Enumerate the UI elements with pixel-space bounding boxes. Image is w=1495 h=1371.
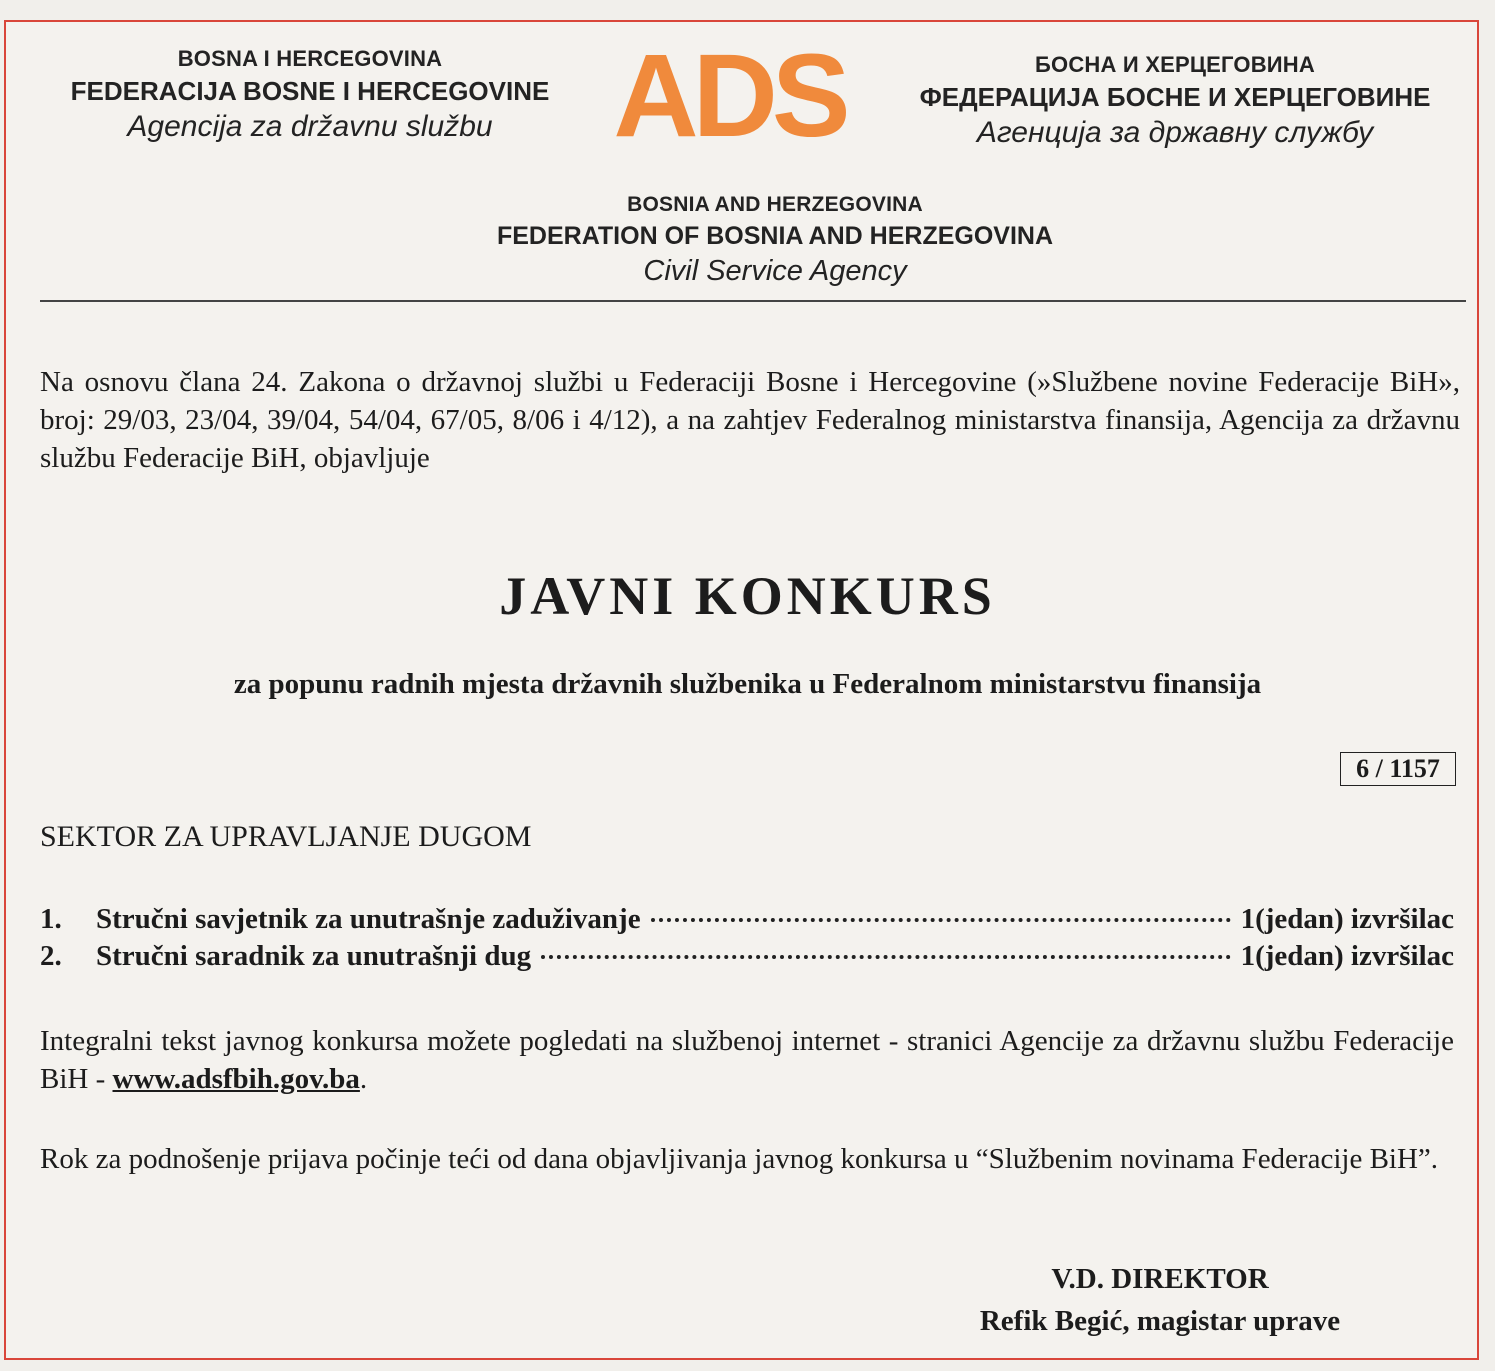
header-right-line3: Агенција за државну службу [976,116,1374,149]
position-label: Stručni saradnik za unutrašnji dug [96,940,532,972]
dot-leader [651,918,1231,922]
header-left-line2: FEDERACIJA BOSNE I HERCEGOVINE [70,76,550,106]
paragraph-text: Integralni tekst javnog konkursa možete pogledati na službenoj internet - stranici Agencije za državnu službu Federacije BiH - [40,1025,1454,1095]
signature-title: V.D. DIREKTOR [1051,1263,1269,1295]
header-left-line1: BOSNA I HERCEGOVINA [177,46,443,71]
position-number: 2. [40,940,62,972]
header-left [30,44,590,146]
sector-heading: SEKTOR ZA UPRAVLJANJE DUGOM [40,820,532,853]
position-count: 1(jedan) izvršilac [1240,940,1454,972]
signature-block [900,1258,1420,1342]
header-center-line1: BOSNIA AND HERZEGOVINA [627,193,923,216]
header-right [880,50,1470,152]
position-number: 1. [40,903,62,935]
header-center-line3: Civil Service Agency [643,255,907,287]
header-left-line3: Agencija za državnu službu [127,110,493,143]
logo-text: ADS [613,40,845,150]
ads-logo-icon [604,40,854,150]
paragraph-end: . [359,1063,368,1095]
agency-website-link[interactable]: www.adsfbih.gov.ba [112,1063,360,1095]
header-right-line1: БОСНА И ХЕРЦЕГОВИНА [1035,52,1315,77]
header-right-line2: ФЕДЕРАЦИЈА БОСНЕ И ХЕРЦЕГОВИНЕ [919,82,1431,112]
document-title: JAVNI KONKURS [499,566,996,626]
position-item [40,940,1454,973]
position-count: 1(jedan) izvršilac [1240,903,1454,935]
integral-text-paragraph [40,1022,1454,1098]
position-item [40,903,1454,936]
deadline-paragraph: Rok za podnošenje prijava počinje teći od dana objavljivanja javnog konkursa u “Službenim novinama Federacije BiH”. [40,1143,1439,1175]
intro-paragraph: Na osnovu člana 24. Zakona o državnoj službi u Federaciji Bosne i Hercegovine (»Službene novine Federacije BiH», broj: 29/03, 23/04, 39/04, 54/04, 67/05, 8/06 i 4/12), a na zahtjev Federalnog ministarstva finansija, Agencija za državnu službu Federacije BiH, objavljuje [40,366,1460,474]
header-center [420,190,1130,290]
dot-leader [541,955,1230,959]
reference-number-badge: 6 / 1157 [1340,752,1456,786]
position-label: Stručni savjetnik za unutrašnje zaduživanje [96,903,641,935]
header-divider [40,300,1466,302]
document-subtitle: za popunu radnih mjesta državnih službenika u Federalnom ministarstvu finansija [233,668,1262,700]
header-center-line2: FEDERATION OF BOSNIA AND HERZEGOVINA [496,222,1054,250]
signature-name: Refik Begić, magistar uprave [979,1305,1341,1337]
